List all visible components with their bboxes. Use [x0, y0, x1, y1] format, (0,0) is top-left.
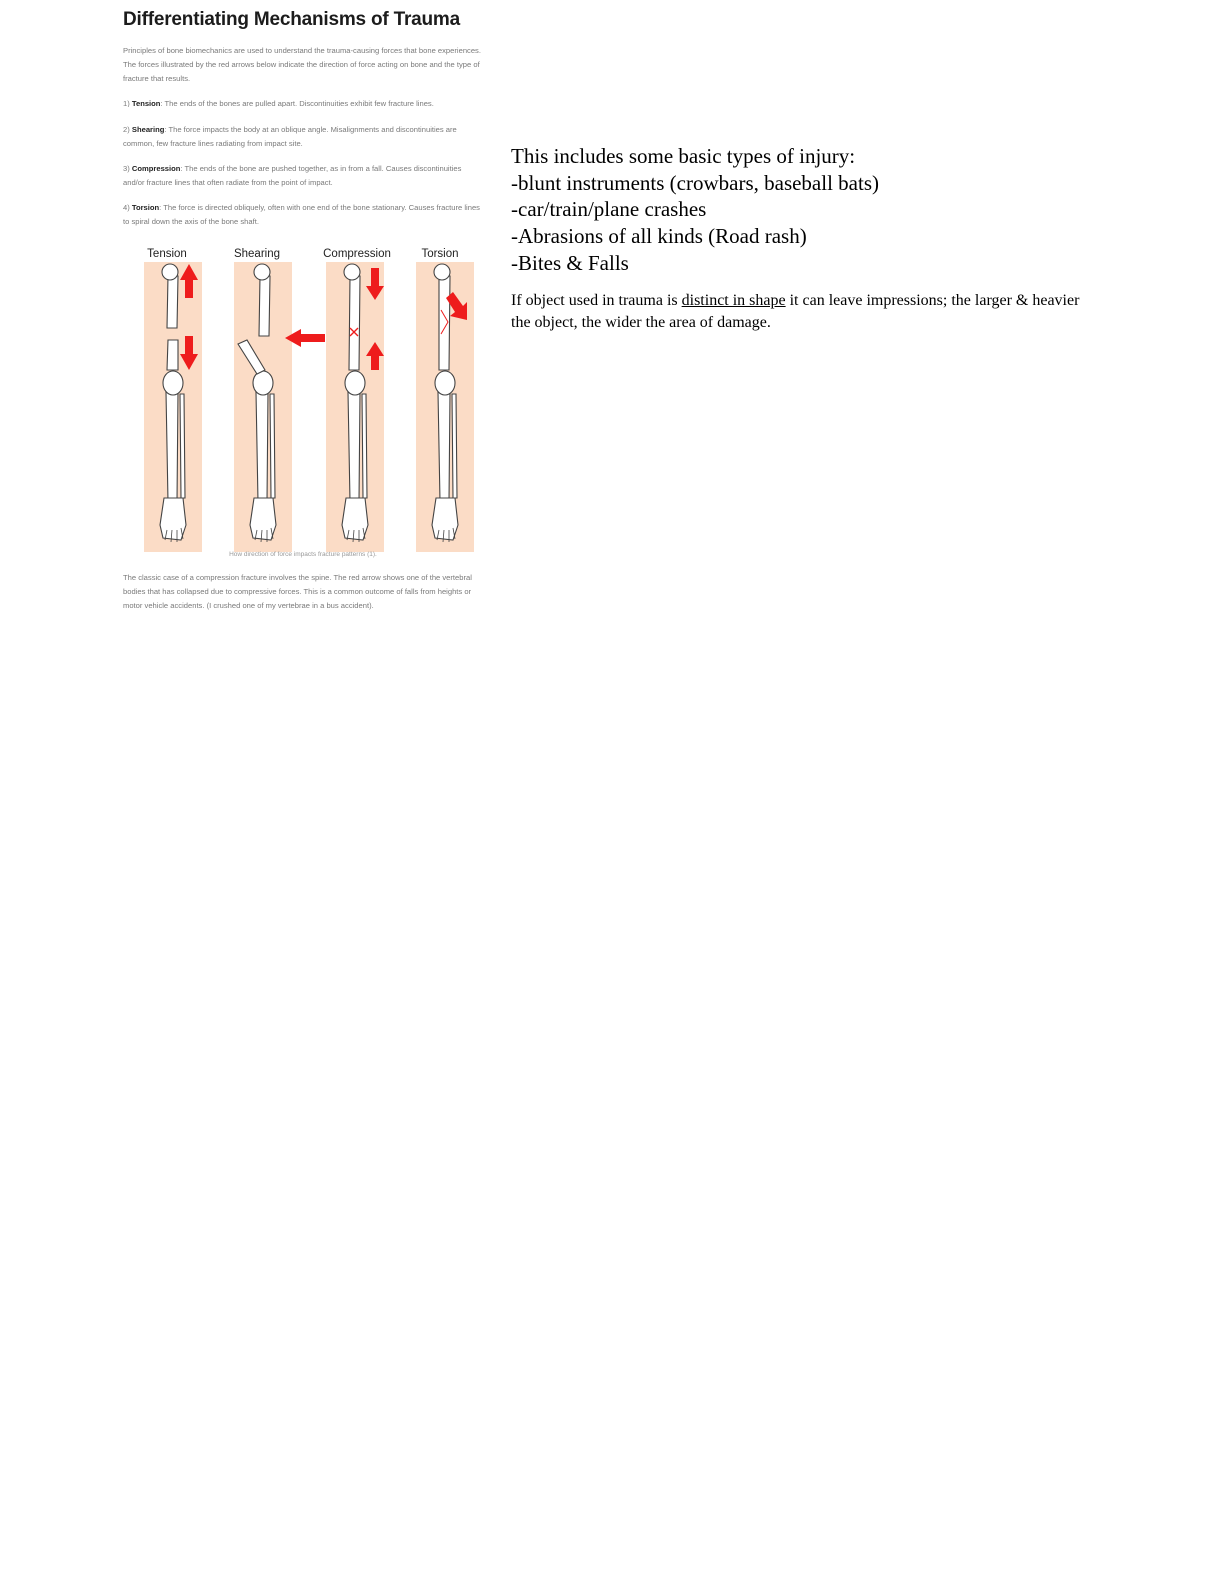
- article-item-tension: 1) Tension: The ends of the bones are pulled apart. Discontinuities exhibit few fracture lines.: [123, 99, 434, 107]
- article-outro: The classic case of a compression fracture involves the spine. The red arrow shows one of the vertebral bodies that has collapsed due to compressive forces. This is a common outcome of falls from heights or motor vehicle accidents. (I crushed one of my vertebrae in a bus accident).: [123, 573, 472, 610]
- injury-types-list: [511, 143, 1081, 277]
- figure-label-tension: Tension: [147, 248, 187, 260]
- shearing-leg: [234, 262, 325, 552]
- article-item-torsion: 4) Torsion: The force is directed obliquely, often with one end of the bone stationary. Causes fracture lines to spiral down the axis of the bone shaft.: [123, 203, 480, 226]
- injury-list-heading: This includes some basic types of injury:: [511, 144, 856, 168]
- injury-list-item: -Bites & Falls: [511, 250, 629, 275]
- slide-text: [511, 143, 1081, 335]
- figure-label-torsion: Torsion: [421, 248, 459, 260]
- article-title: Differentiating Mechanisms of Trauma: [123, 9, 460, 30]
- fracture-types-figure: [120, 240, 486, 552]
- tension-leg: [144, 262, 202, 552]
- figure-label-shearing: Shearing: [233, 248, 281, 260]
- figure-caption: How direction of force impacts fracture patterns (1).: [229, 551, 377, 558]
- torsion-leg: [416, 262, 474, 552]
- compression-leg: [326, 262, 384, 552]
- article-intro: Principles of bone biomechanics are used to understand the trauma-causing forces that bone experiences. The forces illustrated by the red arrows below indicate the direction of force acting on bone and the type of fracture that results.: [123, 46, 481, 83]
- impression-note: If object used in trauma is distinct in shape it can leave impressions; the larger & heavier the object, the wider the area of damage.: [511, 291, 1080, 332]
- injury-list-item: -Abrasions of all kinds (Road rash): [511, 224, 807, 249]
- figure-label-compression: Compression: [323, 248, 391, 260]
- trauma-article-image: [120, 0, 486, 620]
- article-item-shearing: 2) Shearing: The force impacts the body at an oblique angle. Misalignments and discontinuities are common, few fracture lines radiating from impact site.: [123, 125, 457, 148]
- article-item-compression: 3) Compression: The ends of the bone are pushed together, as in from a fall. Causes discontinuities and/or fracture lines that often radiate from the point of impact.: [123, 164, 462, 187]
- distinct-in-shape-underlined: distinct in shape: [681, 291, 786, 309]
- injury-list-item: -car/train/plane crashes: [511, 197, 707, 222]
- injury-list-item: -blunt instruments (crowbars, baseball bats): [511, 170, 879, 195]
